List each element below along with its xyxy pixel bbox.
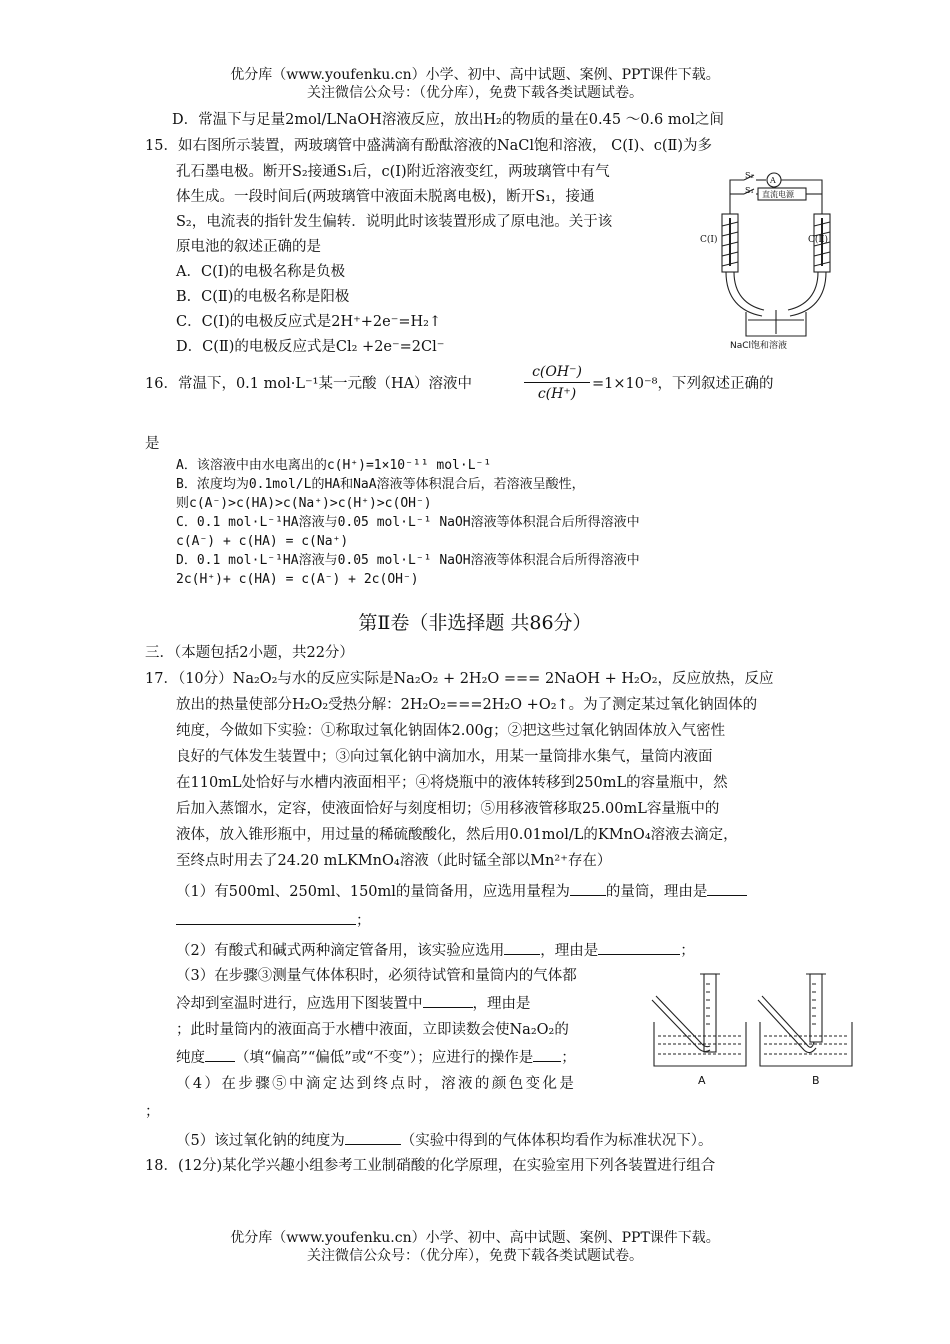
q17-line-2: 放出的热量使部分H₂O₂受热分解：2H₂O₂===2H₂O +O₂↑。为了测定某过氧化钠固体的 bbox=[176, 697, 758, 713]
q16-shi: 是 bbox=[145, 436, 160, 452]
q17-line-7: 液体，放入锥形瓶中，用过量的稀硫酸酸化，然后用0.01mol/L的KMnO₄溶液去滴定， bbox=[176, 827, 738, 843]
q17-part-2 bbox=[176, 940, 695, 961]
q17-blank-1b[interactable] bbox=[707, 881, 747, 896]
q17-part-2-text-b: ，理由是 bbox=[540, 943, 599, 959]
q17-part-2-semicolon: ； bbox=[680, 943, 695, 959]
setup-b-label: B bbox=[812, 1074, 820, 1087]
q17-part-4: （4）在步骤⑤中滴定达到终点时，溶液的颜色变化是 bbox=[176, 1076, 577, 1092]
q17-part-5-text-a: （5）该过氧化钠的纯度为 bbox=[176, 1133, 345, 1149]
switch-s1-label: S₁ bbox=[745, 186, 754, 195]
power-supply-label: 直流电源 bbox=[762, 190, 794, 199]
q16-option-d-1: D．0.1 mol·L⁻¹HA溶液与0.05 mol·L⁻¹ NaOH溶液等体积混合后所得溶液中 bbox=[176, 553, 640, 568]
footer-line-1: 优分库（www.youfenku.cn）小学、初中、高中试题、案例、PPT课件下载。 bbox=[230, 1230, 720, 1246]
section-3-heading: 三．（本题包括2小题，共22分） bbox=[145, 645, 354, 661]
q16-fraction bbox=[524, 362, 590, 405]
switch-s2-label: S₂ bbox=[745, 171, 754, 180]
q17-part-3-line-2 bbox=[176, 993, 531, 1014]
q16-option-c-2: c(A⁻) + c(HA) = c(Na⁺) bbox=[176, 534, 349, 549]
q15-line-1: 15．如右图所示装置，两玻璃管中盛满滴有酚酞溶液的NaCl饱和溶液， C(Ⅰ)、c(Ⅱ)为多 bbox=[145, 138, 713, 154]
q14-option-d: D．常温下与足量2mol/LNaOH溶液反应，放出H₂的物质的量在0.45 ～0.6 mol之间 bbox=[172, 112, 724, 128]
header-line-2: 关注微信公众号：（优分库），免费下载各类试题试卷。 bbox=[307, 85, 643, 101]
q17-part-3-text-c: ，理由是 bbox=[472, 996, 531, 1012]
q17-part-3-line-1: （3）在步骤③测量气体体积时，必须待试管和量筒内的气体都 bbox=[176, 968, 577, 984]
q17-part-3-text-b: 冷却到室温时进行，应选用下图装置中 bbox=[176, 996, 423, 1012]
q16-tail: =1×10⁻⁸，下列叙述正确的 bbox=[592, 376, 774, 392]
q17-part-1-text-a: （1）有500ml、250ml、150ml的量筒备用，应选用量程为 bbox=[176, 884, 570, 900]
q16-fraction-numerator: c(OH⁻) bbox=[532, 364, 582, 380]
q17-blank-5[interactable] bbox=[345, 1130, 401, 1145]
q17-line-8: 至终点时用去了24.20 mLKMnO₄溶液（此时锰全部以Mn²⁺存在） bbox=[176, 853, 612, 869]
q15-line-2: 孔石墨电极。断开S₂接通S₁后，c(Ⅰ)附近溶液变红，两玻璃管中有气 bbox=[176, 164, 610, 180]
q17-part-3-text-e: 纯度 bbox=[176, 1050, 205, 1066]
q17-part-5 bbox=[176, 1130, 712, 1151]
q15-option-b: B．C(Ⅱ)的电极名称是阳极 bbox=[176, 289, 350, 305]
q16-option-c-1: C．0.1 mol·L⁻¹HA溶液与0.05 mol·L⁻¹ NaOH溶液等体积混合后所得溶液中 bbox=[176, 515, 640, 530]
q17-blank-2b[interactable] bbox=[598, 940, 680, 955]
q16-option-a: A．该溶液中由水电离出的c(H⁺)=1×10⁻¹¹ mol·L⁻¹ bbox=[176, 458, 492, 473]
q17-part-3-semicolon: ； bbox=[561, 1050, 576, 1066]
q17-part-1-text-b: 的量筒，理由是 bbox=[605, 884, 708, 900]
q15-option-a: A．C(Ⅰ)的电极名称是负极 bbox=[176, 264, 346, 280]
q16-option-d-2: 2c(H⁺)+ c(HA) = c(A⁻) + 2c(OH⁻) bbox=[176, 572, 419, 587]
q17-blank-3a[interactable] bbox=[423, 993, 473, 1008]
gas-collection-figure bbox=[648, 970, 858, 1090]
q17-blank-1c[interactable] bbox=[176, 910, 356, 925]
q15-line-4: S₂，电流表的指针发生偏转．说明此时该装置形成了原电池。关于该 bbox=[176, 214, 613, 230]
q17-blank-3c[interactable] bbox=[533, 1047, 561, 1062]
q15-line-3: 体生成。一段时间后(两玻璃管中液面未脱离电极)，断开S₁，接通 bbox=[176, 189, 595, 205]
q17-part-2-text-a: （2）有酸式和碱式两种滴定管备用，该实验应选用 bbox=[176, 943, 505, 959]
q15-line-5: 原电池的叙述正确的是 bbox=[176, 239, 321, 255]
q17-part-1-cont bbox=[176, 910, 371, 931]
electrolysis-apparatus-figure bbox=[700, 166, 840, 352]
q17-line-4: 良好的气体发生装置中；③向过氧化钠中滴加水，用某一量筒排水集气，量筒内液面 bbox=[176, 749, 713, 765]
left-electrode-label: C(Ⅰ) bbox=[700, 235, 718, 245]
q17-part-1-semicolon: ； bbox=[356, 913, 371, 929]
q15-option-d: D．C(Ⅱ)的电极反应式是Cl₂ +2e⁻=2Cl⁻ bbox=[176, 339, 445, 355]
q17-part-3-text-f: （填“偏高”“偏低”或“不变”）；应进行的操作是 bbox=[235, 1050, 534, 1066]
q16-lead: 16．常温下，0.1 mol·L⁻¹某一元酸（HA）溶液中 bbox=[145, 376, 473, 392]
q17-line-1: 17．（10分）Na₂O₂与水的反应实际是Na₂O₂ + 2H₂O === 2NaOH + H₂O₂，反应放热，反应 bbox=[145, 671, 774, 687]
q17-part-5-text-b: （实验中得到的气体体积均看作为标准状况下）。 bbox=[400, 1133, 713, 1149]
q16-option-b-1: B．浓度均为0.1mol/L的HA和NaA溶液等体积混合后，若溶液呈酸性， bbox=[176, 477, 585, 492]
ammeter-label: A bbox=[770, 176, 776, 185]
q17-part-3-line-4 bbox=[176, 1047, 576, 1068]
setup-a-label: A bbox=[698, 1074, 706, 1087]
right-electrode-label: C(Ⅱ) bbox=[808, 235, 829, 245]
q17-line-6: 后加入蒸馏水，定容，使液面恰好与刻度相切；⑤用移液管移取25.00mL容量瓶中的 bbox=[176, 801, 720, 817]
header-line-1: 优分库（www.youfenku.cn）小学、初中、高中试题、案例、PPT课件下载。 bbox=[230, 67, 720, 83]
nacl-solution-label: NaCl饱和溶液 bbox=[730, 341, 788, 351]
q16-fraction-denominator: c(H⁺) bbox=[524, 382, 590, 405]
q17-part-4-semicolon: ； bbox=[145, 1104, 160, 1120]
q18-line-1: 18．(12分)某化学兴趣小组参考工业制硝酸的化学原理，在实验室用下列各装置进行组合 bbox=[145, 1158, 716, 1174]
part-2-title: 第Ⅱ卷（非选择题 共86分） bbox=[358, 612, 592, 634]
q17-part-3-line-3: ；此时量筒内的液面高于水槽中液面，立即读数会使Na₂O₂的 bbox=[176, 1022, 569, 1038]
q17-blank-1a[interactable] bbox=[570, 881, 606, 896]
q15-option-c: C．C(Ⅰ)的电极反应式是2H⁺+2e⁻=H₂↑ bbox=[176, 314, 442, 330]
q17-line-3: 纯度，今做如下实验：①称取过氧化钠固体2.00g；②把这些过氧化钠固体放入气密性 bbox=[176, 723, 726, 739]
q16-option-b-2: 则c(A⁻)>c(HA)>c(Na⁺)>c(H⁺)>c(OH⁻) bbox=[176, 496, 432, 511]
q17-line-5: 在110mL处恰好与水槽内液面相平；④将烧瓶中的液体转移到250mL的容量瓶中，然 bbox=[176, 775, 728, 791]
footer-line-2: 关注微信公众号：（优分库），免费下载各类试题试卷。 bbox=[307, 1248, 643, 1264]
q17-part-1 bbox=[176, 881, 747, 902]
q17-blank-3b[interactable] bbox=[205, 1047, 235, 1062]
q17-blank-2a[interactable] bbox=[504, 940, 540, 955]
